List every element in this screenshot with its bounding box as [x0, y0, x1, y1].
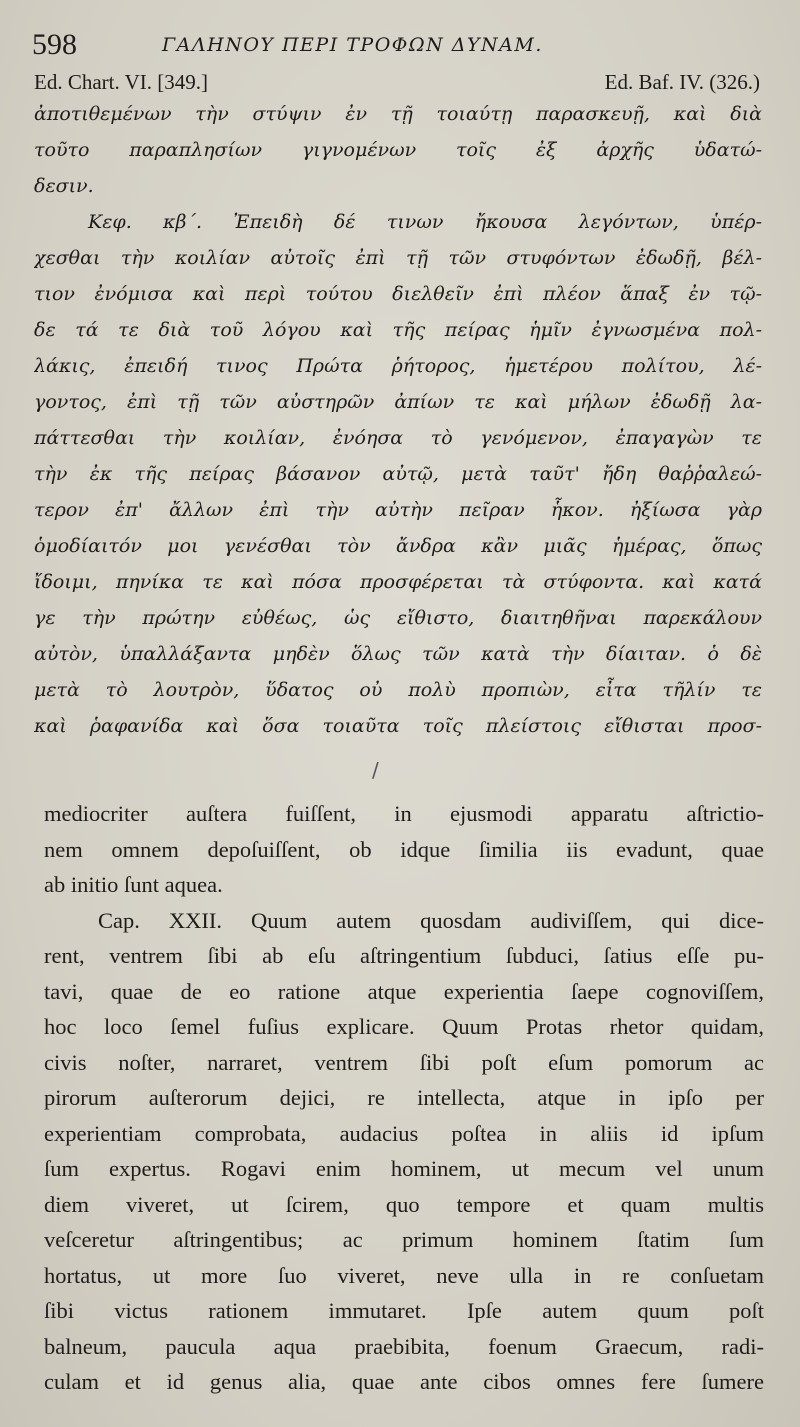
latin-line: rent, ventrem ſibi ab eſu aſtringentium ſubduci, ſatius eſſe pu-: [44, 943, 764, 968]
latin-line: hortatus, ut more ſuo viveret, neve ulla in re conſuetam: [44, 1262, 764, 1288]
latin-line: experientiam comprobata, audacius poſtea in aliis id ipſum: [44, 1120, 764, 1146]
greek-text-block: [34, 96, 762, 744]
greek-line: πάττεσθαι τὴν κοιλίαν, ἐνόησα τὸ γενόμενον, ἐπαγαγὼν τε: [34, 427, 762, 449]
edition-basel-reference: Ed. Baf. IV. (326.): [604, 70, 760, 94]
edition-references: [34, 70, 760, 96]
greek-line: ἴδοιμι, πηνίκα τε καὶ πόσα προσφέρεται τὰ στύφοντα. καὶ κατά: [34, 571, 762, 593]
greek-line: αὐτὸν, ὑπαλλάξαντα μηδὲν ὅλως τῶν κατὰ τὴν δίαιταν. ὁ δὲ: [34, 643, 762, 665]
greek-line: δε τά τε διὰ τοῦ λόγου καὶ τῆς πείρας ἡμῖν ἐγνωσμένα πολ-: [34, 319, 762, 341]
latin-line: ſum expertus. Rogavi enim hominem, ut mecum vel unum: [44, 1156, 764, 1181]
latin-chapter-start: Cap. XXII. Quum autem quosdam audiviſſem, qui dice-: [98, 907, 764, 933]
latin-line: ab initio ſunt aquea.: [44, 872, 223, 897]
greek-line: τιον ἐνόμισα καὶ περὶ τούτου διελθεῖν ἐπὶ πλέον ἅπαξ ἐν τῷ-: [34, 283, 762, 305]
greek-line: τὴν ἐκ τῆς πείρας βάσανον αὐτῷ, μετὰ ταῦτ' ἤδη θαῤῥαλεώ-: [34, 463, 762, 485]
page-header: [32, 28, 762, 68]
greek-line: μετὰ τὸ λουτρὸν, ὕδατος οὐ πολὺ προπιὼν, εἶτα τῆλίν τε: [34, 679, 762, 701]
latin-line: culam et id genus alia, quae ante cibos omnes fere ſumere: [44, 1369, 764, 1394]
greek-line: λάκις, ἐπειδή τινος Πρώτα ῥήτορος, ἡμετέρου πολίτου, λέ-: [34, 355, 762, 377]
running-title: ΓΑΛΗΝΟΥ ΠΕΡΙ ΤΡΟΦΩΝ ΔΥΝΑΜ.: [162, 34, 543, 56]
greek-line: γε τὴν πρώτην εὐθέως, ὡς εἴθιστο, διαιτηθῆναι παρεκάλουν: [34, 607, 762, 629]
edition-chart-reference: Ed. Chart. VI. [349.]: [34, 70, 208, 94]
latin-line: mediocriter auſtera fuiſſent, in ejusmodi apparatu aſtrictio-: [44, 801, 764, 826]
latin-line: veſceretur aſtringentibus; ac primum hominem ſtatim ſum: [44, 1227, 764, 1252]
latin-text-block: [44, 796, 764, 1400]
greek-chapter-start: Κεφ. κβ΄. Ἐπειδὴ δέ τινων ἤκουσα λεγόντων, ὑπέρ-: [88, 211, 762, 233]
latin-line: diem viveret, ut ſcirem, quo tempore et quam multis: [44, 1191, 764, 1217]
latin-line: tavi, quae de eo ratione atque experientia ſaepe cognoviſſem,: [44, 978, 764, 1004]
latin-line: [44, 903, 764, 939]
greek-line: χεσθαι τὴν κοιλίαν αὐτοῖς ἐπὶ τῇ τῶν στυφόντων ἐδωδῇ, βέλ-: [34, 247, 762, 269]
greek-line: ἀποτιθεμένων τὴν στύψιν ἐν τῇ τοιαύτῃ παρασκευῇ, καὶ διὰ: [34, 103, 762, 125]
greek-line: δεσιν.: [34, 175, 94, 197]
greek-line: καὶ ῥαφανίδα καὶ ὅσα τοιαῦτα τοῖς πλείστοις εἴθισται προσ-: [34, 715, 762, 737]
greek-line: ὁμοδίαιτόν μοι γενέσθαι τὸν ἄνδρα κἂν μιᾶς ἡμέρας, ὅπως: [34, 535, 762, 557]
latin-line: hoc loco ſemel fuſius explicare. Quum Protas rhetor quidam,: [44, 1014, 764, 1039]
greek-line: τερον ἐπ' ἄλλων ἐπὶ τὴν αὐτὴν πεῖραν ἧκον. ἠξίωσα γὰρ: [34, 499, 762, 521]
page-number: 598: [32, 28, 77, 61]
latin-line: pirorum auſterorum dejici, re intellecta, atque in ipſo per: [44, 1085, 764, 1110]
latin-line: civis noſter, narraret, ventrem ſibi poſt eſum pomorum ac: [44, 1049, 764, 1075]
latin-line: nem omnem depoſuiſſent, ob idque ſimilia iis evadunt, quae: [44, 836, 764, 862]
latin-line: ſibi victus rationem immutaret. Ipſe autem quum poſt: [44, 1298, 764, 1323]
greek-line: [34, 204, 762, 240]
greek-line: τοῦτο παραπλησίων γιγνομένων τοῖς ἐξ ἀρχῆς ὑδατώ-: [34, 139, 762, 161]
latin-line: balneum, paucula aqua praebibita, foenum Graecum, radi-: [44, 1333, 764, 1359]
greek-line: γοντος, ἐπὶ τῇ τῶν αὐστηρῶν ἀπίων τε καὶ μήλων ἐδωδῇ λα-: [34, 391, 762, 413]
separator-mark: /: [372, 758, 379, 782]
